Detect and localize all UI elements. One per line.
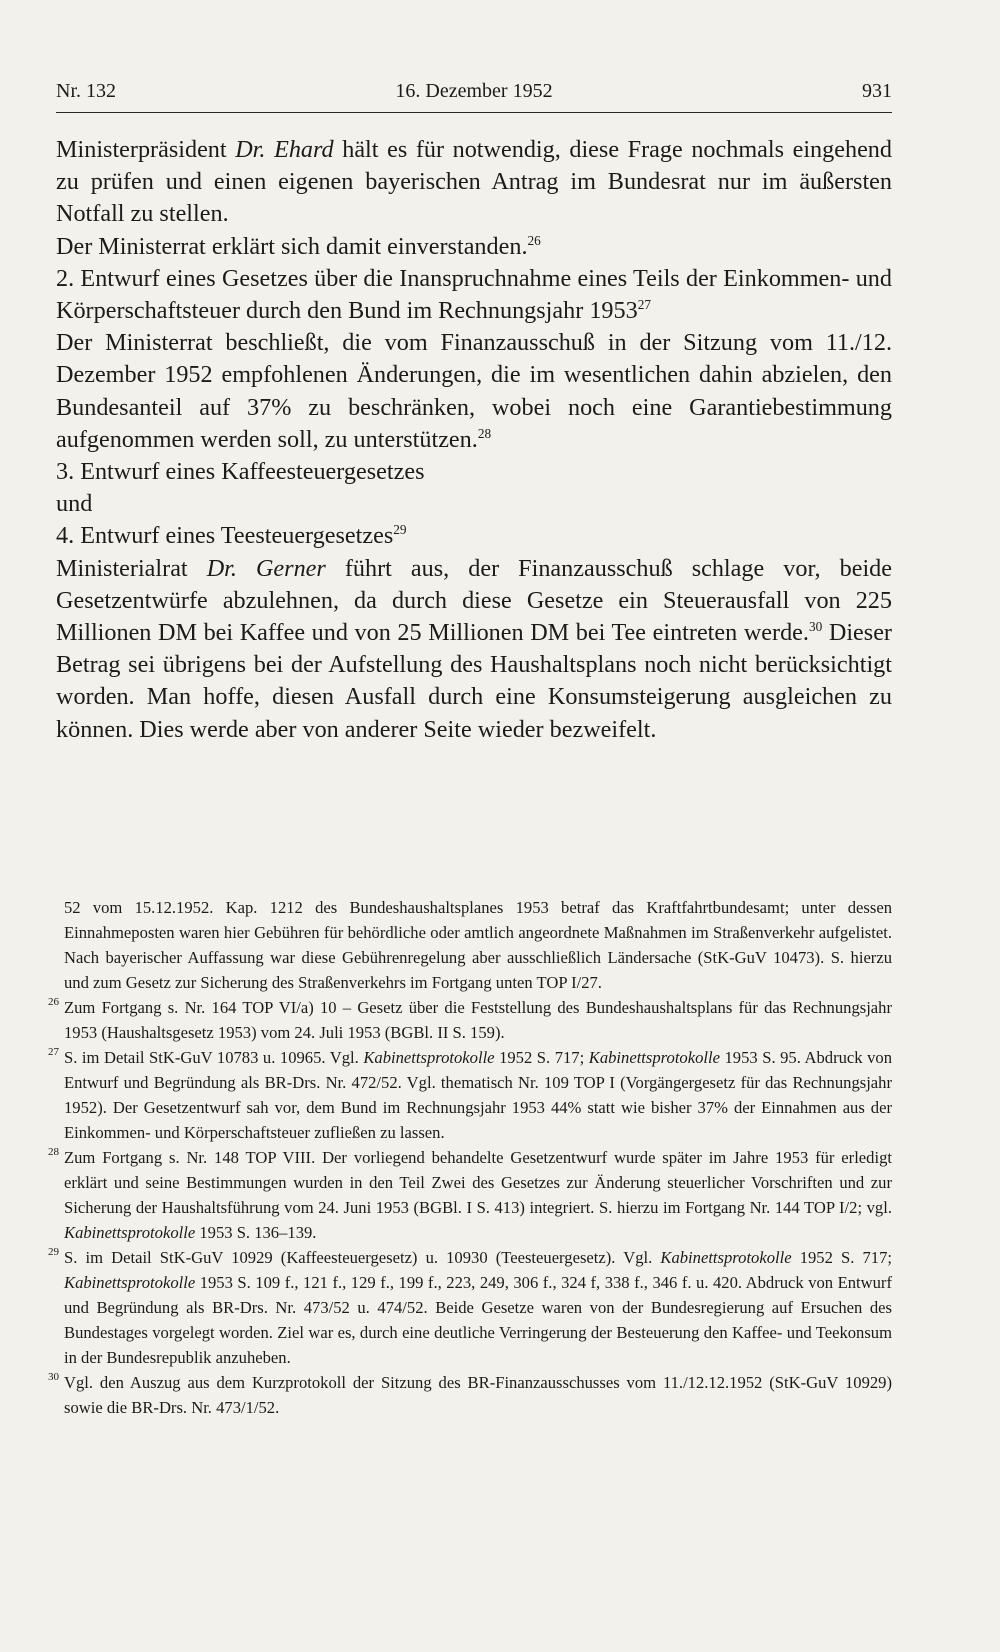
agenda-item-4 bbox=[56, 520, 892, 552]
footnote-text: S. im Detail StK-GuV 10783 u. 10965. Vgl. bbox=[64, 1048, 364, 1067]
title-run: Dr. bbox=[235, 136, 275, 163]
paragraph-decision bbox=[56, 327, 892, 456]
agenda-title: 4. Entwurf eines Teesteuergesetzes bbox=[56, 522, 394, 550]
citation-title: Kabinettsprotokolle bbox=[363, 1048, 495, 1067]
footnote-26 bbox=[50, 995, 892, 1045]
footnote-ref: 29 bbox=[393, 522, 407, 538]
person-name: Ehard bbox=[274, 136, 334, 163]
footnote-number: 26 bbox=[48, 996, 59, 1008]
text-run: Ministerialrat bbox=[56, 554, 207, 582]
footnote-number: 28 bbox=[48, 1146, 59, 1158]
paragraph-ehard bbox=[56, 134, 892, 231]
text-run: Dieser Betrag sei übrigens bei der Aufstellung des Haushaltsplans noch nicht berücksichtigt worden. Man hoffe, diesen Ausfall durch eine Konsumsteigerung ausgleichen zu können. Dies werde aber von anderer Seite wieder bezweifelt. bbox=[56, 619, 892, 743]
agenda-item-2 bbox=[56, 263, 892, 327]
footnote-25-continuation: 52 vom 15.12.1952. Kap. 1212 des Bundeshaushaltsplanes 1953 betraf das Kraftfahrtbundesamt; unter dessen Einnahmeposten waren hier Gebühren für behördliche oder amtlich angeordnete Maßnahmen im Straßenverkehr aufgelistet. Nach bayerischer Auffassung war diese Gebührenregelung aber ausschließlich Ländersache (StK-GuV 10473). S. hierzu und zum Gesetz zur Sicherung des Straßenverkehrs im Fortgang unten TOP I/27. bbox=[64, 898, 892, 992]
citation-title: Kabinettsprotokolle bbox=[588, 1048, 720, 1067]
footnote-number: 30 bbox=[48, 1371, 59, 1383]
paragraph-gerner bbox=[56, 553, 892, 746]
footnote-text: Zum Fortgang s. Nr. 148 TOP VIII. Der vorliegend behandelte Gesetzentwurf wurde später im Jahre 1953 für erledigt erklärt und seine Bestimmungen wurden in den Teil Zwei des Gesetzes zur Änderung steuerlicher Vorschriften und zur Sicherung der Haushaltsführung vom 24. Juni 1953 (BGBl. I S. 413) integriert. S. hierzu im Fortgang Nr. 144 TOP I/2; vgl. bbox=[64, 1148, 892, 1217]
person-name: Dr. Gerner bbox=[206, 554, 326, 582]
citation-title: Kabinettsprotokolle bbox=[660, 1248, 792, 1267]
header-date: 16. Dezember 1952 bbox=[395, 80, 553, 102]
citation-title: Kabinettsprotokolle bbox=[64, 1273, 196, 1292]
footnotes bbox=[50, 895, 892, 1420]
footnote-text: 1952 S. 717; bbox=[791, 1248, 892, 1267]
agenda-title: 2. Entwurf eines Gesetzes über die Inanspruchnahme eines Teils der Einkommen- und Körperschaftsteuer durch den Bund im Rechnungsjahr 1953 bbox=[56, 264, 892, 325]
agenda-item-3: 3. Entwurf eines Kaffeesteuergesetzes bbox=[56, 458, 425, 486]
footnote-text: 1953 S. 95. Abdruck von Entwurf und Begründung als BR-Drs. Nr. 472/52. Vgl. thematisch Nr. 109 TOP I (Vorgängergesetz für das Rechnungsjahr 1952). Der Gesetzentwurf sah vor, dem Bund im Rechnungsjahr 1953 44% statt wie bisher 37% der Einnahmen aus der Einkommen- und Körperschaftsteuer zufließen zu lassen. bbox=[64, 1048, 892, 1142]
footnote-text: 1952 S. 717; bbox=[494, 1048, 589, 1067]
document-number: Nr. 132 bbox=[56, 80, 116, 102]
footnote-29 bbox=[50, 1245, 892, 1370]
footnote-28 bbox=[50, 1145, 892, 1245]
footnote-ref: 26 bbox=[527, 232, 541, 248]
agenda-connector: und bbox=[56, 490, 93, 518]
footnote-number: 27 bbox=[48, 1046, 59, 1058]
running-header bbox=[56, 72, 892, 113]
paragraph-agreement bbox=[56, 231, 892, 263]
text-run: hält es für notwendig, diese Frage nochmals eingehend zu prüfen und einen eigenen bayerischen Antrag im Bundesrat nur im äußersten Notfall zu stellen. bbox=[56, 136, 892, 228]
citation-title: Kabinettsprotokolle bbox=[64, 1223, 196, 1242]
footnote-text: 1953 S. 136–139. bbox=[195, 1223, 317, 1242]
text-run: führt aus, der Finanzausschuß schlage vor, beide Gesetzentwürfe abzulehnen, da durch diese Gesetze ein Steuerausfall von 225 Millionen DM bei Kaffee und von 25 Millionen DM bei Tee eintreten werde. bbox=[56, 554, 892, 647]
text-run: Der Ministerrat beschließt, die vom Finanzausschuß in der Sitzung vom 11./12. Dezember 1952 empfohlenen Änderungen, die im wesentlichen dahin abzielen, den Bundesanteil auf 37% zu beschränken, wobei noch eine Garantiebestimmung aufgenommen werden soll, zu unterstützen. bbox=[56, 329, 892, 453]
footnote-27 bbox=[50, 1045, 892, 1145]
footnote-ref: 28 bbox=[477, 425, 492, 441]
footnote-30 bbox=[50, 1370, 892, 1420]
main-text bbox=[56, 134, 892, 746]
text-run: Ministerpräsident bbox=[56, 136, 236, 163]
footnote-ref: 30 bbox=[808, 618, 823, 634]
page-number: 931 bbox=[862, 80, 892, 102]
footnote-ref: 27 bbox=[637, 296, 651, 312]
footnote-number: 29 bbox=[48, 1246, 59, 1258]
footnote-text: 1953 S. 109 f., 121 f., 129 f., 199 f., 223, 249, 306 f., 324 f, 338 f., 346 f. u. 420. Abdruck von Entwurf und Begründung als BR-Drs. Nr. 473/52 u. 474/52. Beide Gesetze waren von der Bundesregierung auf Ersuchen des Bundestages vorgelegt worden. Ziel war es, durch eine deutliche Verringerung der Besteuerung den Kaffee- und Teekonsum in der Bundesrepublik anzuheben. bbox=[64, 1273, 892, 1367]
footnote-text: S. im Detail StK-GuV 10929 (Kaffeesteuergesetz) u. 10930 (Teesteuergesetz). Vgl. bbox=[64, 1248, 661, 1267]
footnote-text: Zum Fortgang s. Nr. 164 TOP VI/a) 10 – Gesetz über die Feststellung des Bundeshaushaltsplans für das Rechnungsjahr 1953 (Haushaltsgesetz 1953) vom 24. Juli 1953 (BGBl. II S. 159). bbox=[64, 998, 892, 1042]
text-run: Der Ministerrat erklärt sich damit einverstanden. bbox=[56, 232, 528, 260]
footnote-text: Vgl. den Auszug aus dem Kurzprotokoll der Sitzung des BR-Finanzausschusses vom 11./12.12.1952 (StK-GuV 10929) sowie die BR-Drs. Nr. 473/1/52. bbox=[64, 1373, 892, 1417]
